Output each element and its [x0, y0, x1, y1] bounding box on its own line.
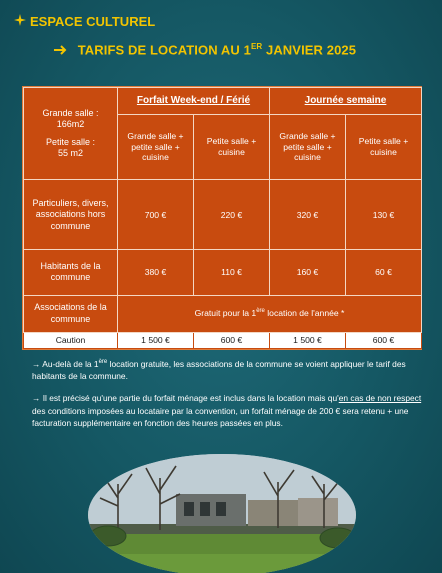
assoc-text-2: location de l'année * [264, 308, 345, 319]
price-cell: 110 € [194, 250, 270, 295]
tariff-table [22, 86, 422, 350]
note1-text-1: Au-delà de la 1 [40, 359, 99, 369]
subtitle-text-2: JANVIER 2025 [262, 42, 357, 58]
caution-cell: 1 500 € [270, 332, 346, 349]
group-header-weekend: Forfait Week-end / Férié [118, 88, 270, 115]
header-title: ESPACE CULTUREL [30, 14, 156, 29]
subheader-cell: Petite salle + cuisine [194, 114, 270, 180]
subheader-cell: Grande salle + petite salle + cuisine [270, 114, 346, 180]
group-header-weekday: Journée semaine [270, 88, 422, 115]
row-label: Associations de la commune [24, 295, 118, 332]
subtitle [54, 42, 356, 57]
price-cell: 160 € [270, 250, 346, 295]
price-cell: 320 € [270, 180, 346, 250]
price-cell: 220 € [194, 180, 270, 250]
caution-cell: 600 € [346, 332, 422, 349]
room-info-cell [24, 88, 118, 180]
note2-underlined: en cas de non respect [338, 393, 422, 404]
arrow-right-icon [54, 42, 78, 57]
table-row [24, 250, 422, 295]
assoc-sup: ère [256, 308, 265, 315]
caution-row [24, 332, 422, 349]
note1-sup: ère [98, 359, 108, 366]
subtitle-text-1: TARIFS DE LOCATION AU 1 [77, 42, 251, 58]
room-info-line2: 166m2 [56, 119, 85, 130]
arrow-icon: → [32, 393, 41, 404]
room-info-line4: 55 m2 [57, 147, 83, 158]
caution-cell: 1 500 € [118, 332, 194, 349]
row-label: Habitants de la commune [24, 250, 118, 295]
price-cell: 700 € [118, 180, 194, 250]
assoc-text-1: Gratuit pour la 1 [194, 308, 257, 319]
row-label: Particuliers, divers, associations hors commune [24, 180, 118, 250]
subheader-cell: Grande salle + petite salle + cuisine [118, 114, 194, 180]
arrow-icon: → [32, 359, 41, 369]
note2-text-2: des conditions imposées au locataire par la convention, un forfait ménage de 200 € sera retenu + une facturation supplémentaire en fonction des heures passées en plus. [32, 405, 409, 428]
price-cell: 130 € [346, 180, 422, 250]
room-info-line1: Grande salle : [42, 108, 99, 119]
row-label: Caution [24, 332, 118, 349]
room-info-line3: Petite salle : [45, 136, 96, 147]
header [14, 14, 155, 29]
notes [32, 358, 426, 439]
price-cell: 60 € [346, 250, 422, 295]
note-1 [32, 358, 426, 382]
diamond-bullet-icon [14, 14, 26, 29]
subheader-cell: Petite salle + cuisine [346, 114, 422, 180]
assoc-free-cell [118, 295, 422, 332]
caution-cell: 600 € [194, 332, 270, 349]
note1-text-2: location gratuite, les associations de la commune se voient appliquer le tarif des habitants de la commune. [32, 359, 406, 382]
subtitle-sup: ER [250, 42, 263, 51]
table-row [24, 295, 422, 332]
table-row [24, 180, 422, 250]
note2-text-1: Il est précisé qu'une partie du forfait ménage est inclus dans la location mais qu' [40, 393, 339, 404]
note-2 [32, 392, 426, 429]
price-cell: 380 € [118, 250, 194, 295]
building-photo [88, 454, 356, 573]
